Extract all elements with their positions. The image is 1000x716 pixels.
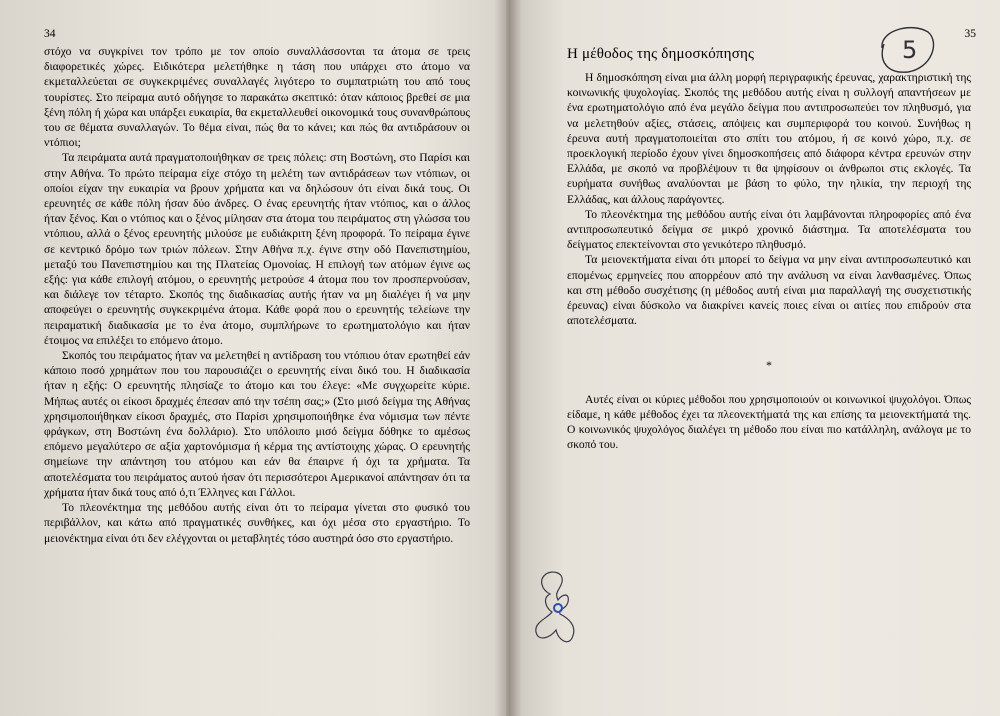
right-page-number: 35	[964, 28, 976, 40]
left-paragraph-2: Τα πειράματα αυτά πραγματοποιήθηκαν σε τρεις πόλεις: στη Βοστώνη, στο Παρίσι και στην Αθήνα. Το πρώτο πείραμα είχε στόχο τη μελέτη των αντιδράσεων των ντόπιων, οι οποίοι είχαν την ευκαιρία να βρουν χρήματα και να δηλώσουν ότι είναι δικά τους. Οι ερευνητές σε κάθε πόλη ήσαν δύο άνδρες. Ο ένας ερευνητής ήταν ντόπιος, και ο άλλος ήταν ξένος. Και ο ντόπιος και ο ξένος μίλησαν στα άτομα του πειράματος στη γλώσσα του ντόπιου, αλλά ο ξένος ερευνητής μιλούσε με ευδιάκριτη ξένη προφορά. Το πείραμα έγινε σε κεντρικό δρόμο των τριών πόλεων. Στην Αθήνα π.χ. έγινε στην οδό Πανεπιστημίου, μεταξύ του Πανεπιστημίου και της Πλατείας Ομονοίας. Η επιλογή των ατόμων έγινε ως εξής: για κάθε επιλογή ατόμου, ο ερευνητής μετρούσε 4 άτομα που τον προσπερνούσαν, και διάλεγε τον τέταρτο. Σκοπός της διαδικασίας αυτής ήταν να μη διαλέγει ή να μην αποφεύγει ο ερευνητής συγκεκριμένα άτομα. Κάθε φορά που ο ερευνητής τελείωνε την πειραματική διαδικασία με το ένα άτομο, συμπλήρωνε το ερωτηματολόγιο και ήταν έτοιμος να επιλέξει το επόμενο άτομο.	[44, 151, 470, 347]
left-paragraph-4: Το πλεονέκτημα της μεθόδου αυτής είναι ότι το πείραμα γίνεται στο φυσικό του περιβάλλον, και κάτω από πραγματικές συνθήκες, και όχι μέσα στο εργαστήριο. Το μειονέκτημα είναι ότι δεν ελέγχονται οι μεταβλητές τόσο αυστηρά όσο στο εργαστήριο.	[44, 501, 470, 545]
left-paragraph-1: στόχο να συγκρίνει τον τρόπο με τον οποίο συναλλάσσονται τα άτομα σε τρεις διαφορετικές χώρες. Ειδικότερα μελετήθηκε η τάση που υπάρχει στο άτομο να εκμεταλλεύεται σε συγκεκριμένες συναλλαγές λιγότερο το συμπατριώτη του από τους τουρίστες. Στο πείραμα αυτό οδήγησε το παρακάτω σκεπτικό: όταν κάποιος βρεθεί σε μια ξένη πόλη ή χώρα και υπάρξει ευκαιρία, θα εκμεταλλευθεί οικονομικά τους συνανθρώπους του σε θέματα συναλλαγών. Το θέμα είναι, πώς θα το κάνει; και πώς θα αντιδράσουν οι ντόπιοι;	[44, 45, 470, 150]
right-paragraph-1: Η δημοσκόπηση είναι μια άλλη μορφή περιγραφικής έρευνας, χαρακτηριστική της κοινωνικής ψυχολογίας. Σκοπός της μεθόδου αυτής είναι η συλλογή απαντήσεων με ένα ερωτηματολόγιο από ένα μεγάλο δείγμα που αντιπροσωπεύει τον πληθυσμό, για να μελετηθούν αξίες, στάσεις, απόψεις και συμπεριφορά του κοινού. Συνήθως η έρευνα αυτή πραγματοποιείται στο σπίτι του ατόμου, ή σε κοινό χώρο, π.χ. σε προεκλογική περίοδο έχουν γίνει δημοσκοπήσεις από διάφορα κέντρα ερευνών στην Ελλάδα, με σκοπό να προβλέψουν τι θα ψηφίσουν οι άνθρωποι στις εκλογές. Τα ευρήματα συνήθως αναλύονται με βάση το φύλο, την ηλικία, την περιοχή της Ελλάδας, και άλλους παράγοντες.	[567, 71, 971, 206]
left-paragraph-3: Σκοπός του πειράματος ήταν να μελετηθεί η αντίδραση του ντόπιου όταν ερωτηθεί εάν κάποιο ποσό χρημάτων που του παρουσιάζει ο ερευνητής είναι δικό του. Η διαδικασία ήταν η εξής: Ο ερευνητής πλησίαζε το άτομο και του έλεγε: «Με συγχωρείτε κύριε. Μήπως αυτές οι είκοσι δραχμές έπεσαν από την τσέπη σας;» (Στο μισό δείγμα της Αθήνας χρησιμοποιήθηκαν είκοσι δραχμές, στο Παρίσι χρησιμοποιήθηκε ένα νόμισμα των πέντε φράγκων, στη Βοστώνη ένα δολλάριο). Στο υπόλοιπο μισό δείγμα δόθηκε το αμέσως επόμενο μεγαλύτερο σε αξία χαρτονόμισμα ή κέρμα της αντίστοιχης χώρας. Ο ερευνητής σημείωνε την απάντηση του ατόμου και εάν θα έπαιρνε ή όχι τα χρήματα. Τα αποτελέσματα του πειράματος αυτού ήσαν ότι περισσότεροι Αμερικανοί απάντησαν ότι τα χρήματα ήταν δικά τους από ό,τι Έλληνες και Γάλλοι.	[44, 349, 470, 499]
right-page-body	[567, 70, 971, 452]
section-title: Η μέθοδος της δημοσκόπησης	[567, 46, 755, 62]
section-separator: *	[766, 358, 772, 373]
left-page-body	[44, 44, 470, 546]
right-paragraph-3: Τα μειονεκτήματα είναι ότι μπορεί το δείγμα να μην είναι αντιπροσωπευτικό και επομένως ερμηνείες που απορρέουν από την ανάλυση να είναι λανθασμένες. Όπως και στη μέθοδο συσχέτισης (η μέθοδος αυτή είναι μια παραλλαγή της συσχετιστικής έρευνας) είναι δύσκολο να διακρίνει κανείς ποιες είναι οι αιτίες που επιδρούν στα αποτελέσματα.	[567, 253, 971, 328]
pen-doodle	[528, 568, 590, 648]
handwritten-number: 5	[902, 36, 918, 64]
right-paragraph-2: Το πλεονέκτημα της μεθόδου αυτής είναι ότι λαμβάνονται πληροφορίες από ένα αντιπροσωπευτικό δείγμα σε μικρό χρονικό διάστημα. Τα αποτελέσματα του δείγματος επεκτείνονται στο γενικότερο πληθυσμό.	[567, 207, 971, 252]
book-gutter	[494, 0, 522, 716]
closing-paragraph: Αυτές είναι οι κύριες μέθοδοι που χρησιμοποιούν οι κοινωνικοί ψυχολόγοι. Όπως είδαμε, η κάθε μέθοδος έχει τα πλεονεκτήματά της και επίσης τα μειονεκτήματά της. Ο κοινωνικός ψυχολόγος διαλέγει τη μέθοδο που είναι πιο κατάλληλη, ανάλογα με το σκοπό του.	[567, 392, 971, 452]
handwritten-circled-number	[872, 18, 940, 78]
left-page-number: 34	[44, 28, 56, 40]
